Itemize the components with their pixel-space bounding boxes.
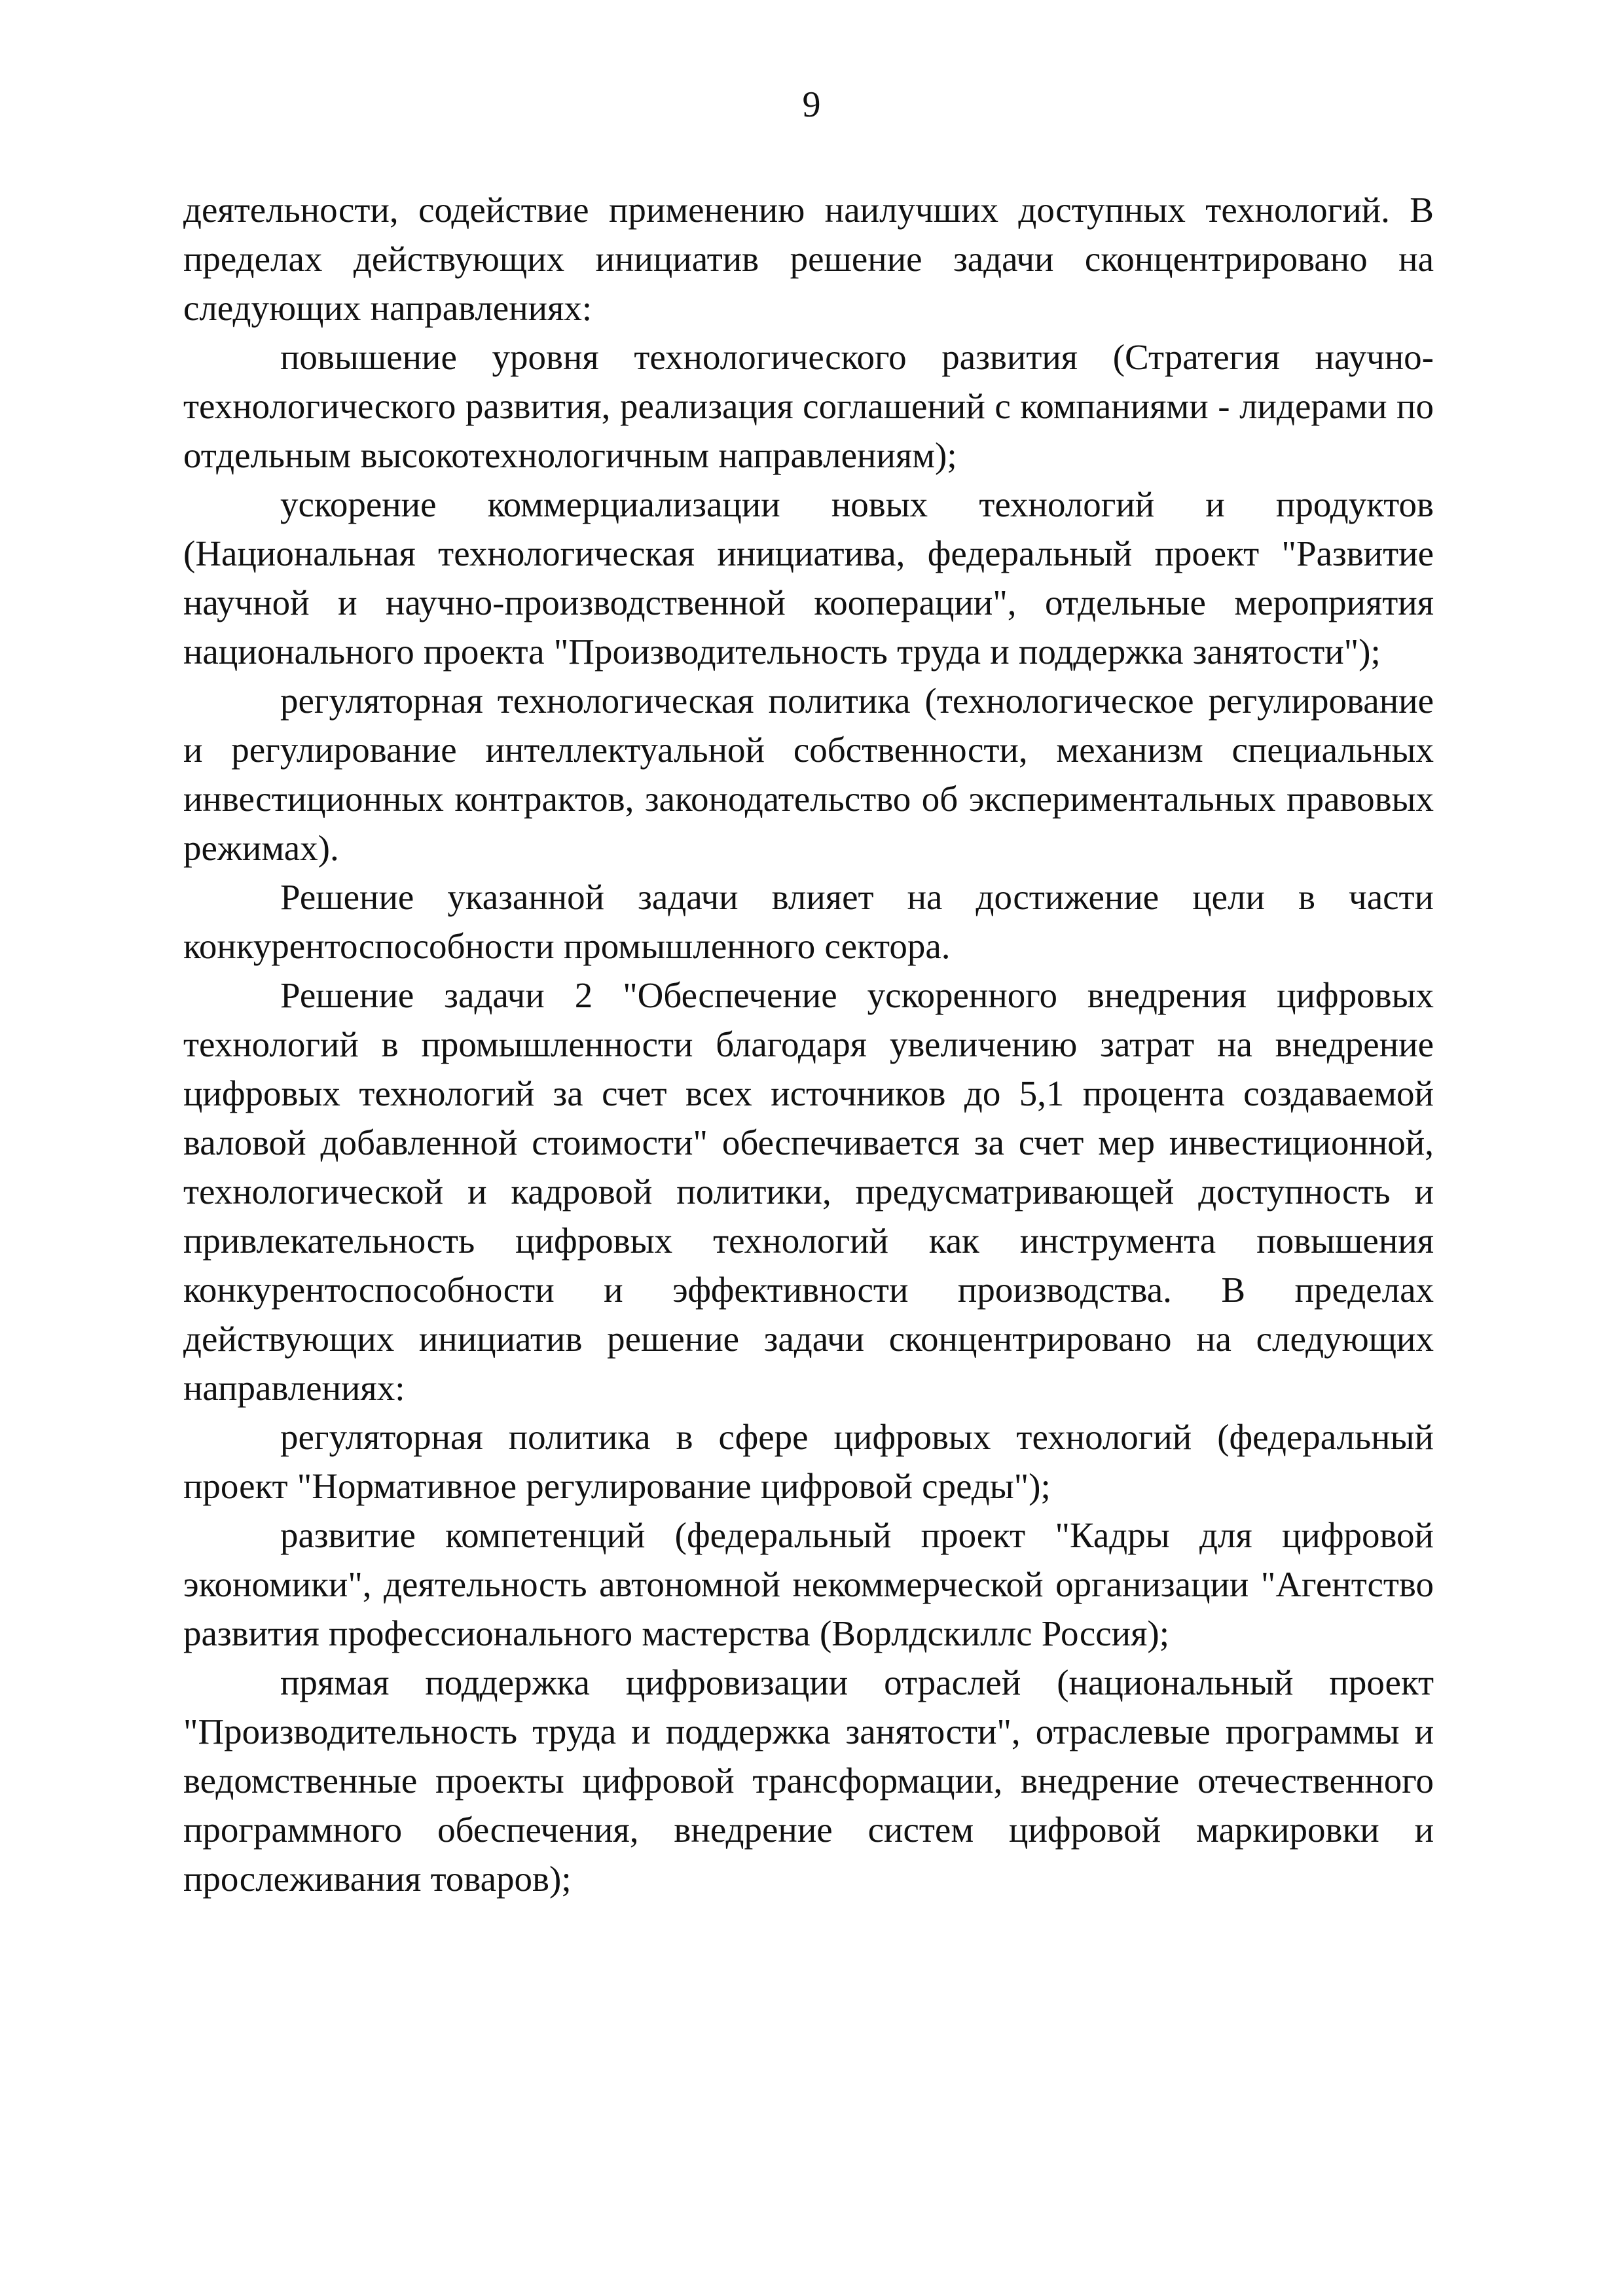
list-item-competencies: развитие компетенций (федеральный проект "Кадры для цифровой экономики", деятельность автономной некоммерческой организации "Агентство развития профессионального мастерства (Ворлдскиллс Россия); xyxy=(183,1515,1434,1653)
page-number: 9 xyxy=(802,84,821,125)
paragraph-task-impact: Решение указанной задачи влияет на достижение цели в части конкурентоспособности промышленного сектора. xyxy=(183,877,1434,966)
paragraph-continuation: деятельности, содействие применению наилучших доступных технологий. В пределах действующих инициатив решение задачи сконцентрировано на следующих направлениях: xyxy=(183,190,1434,328)
document-body xyxy=(183,185,1434,1903)
list-item-commercialization: ускорение коммерциализации новых технологий и продуктов (Национальная технологическая инициатива, федеральный проект "Развитие научной и научно-производственной кооперации", отдельные мероприятия национального проекта "Производительность труда и поддержка занятости"); xyxy=(183,484,1434,672)
paragraph-task-2: Решение задачи 2 "Обеспечение ускоренного внедрения цифровых технологий в промышленности благодаря увеличению затрат на внедрение цифровых технологий за счет всех источников до 5,1 процента создаваемой валовой добавленной стоимости" обеспечивается за счет мер инвестиционной, технологической и кадровой политики, предусматривающей доступность и привлекательность цифровых технологий как инструмента повышения конкурентоспособности и эффективности производства. В пределах действующих инициатив решение задачи сконцентрировано на следующих направлениях: xyxy=(183,975,1434,1408)
list-item-digitalization-support: прямая поддержка цифровизации отраслей (национальный проект "Производительность труда и поддержка занятости", отраслевые программы и ведомственные проекты цифровой трансформации, внедрение отечественного программного обеспечения, внедрение систем цифровой маркировки и прослеживания товаров); xyxy=(183,1662,1434,1899)
list-item-digital-regulation: регуляторная политика в сфере цифровых технологий (федеральный проект "Нормативное регулирование цифровой среды"); xyxy=(183,1417,1434,1506)
list-item-regulatory-policy: регуляторная технологическая политика (технологическое регулирование и регулирование интеллектуальной собственности, механизм специальных инвестиционных контрактов, законодательство об экспериментальных правовых режимах). xyxy=(183,681,1434,868)
list-item-tech-level: повышение уровня технологического развития (Стратегия научно-технологического развития, реализация соглашений с компаниями - лидерами по отдельным высокотехнологичным направлениям); xyxy=(183,337,1434,475)
